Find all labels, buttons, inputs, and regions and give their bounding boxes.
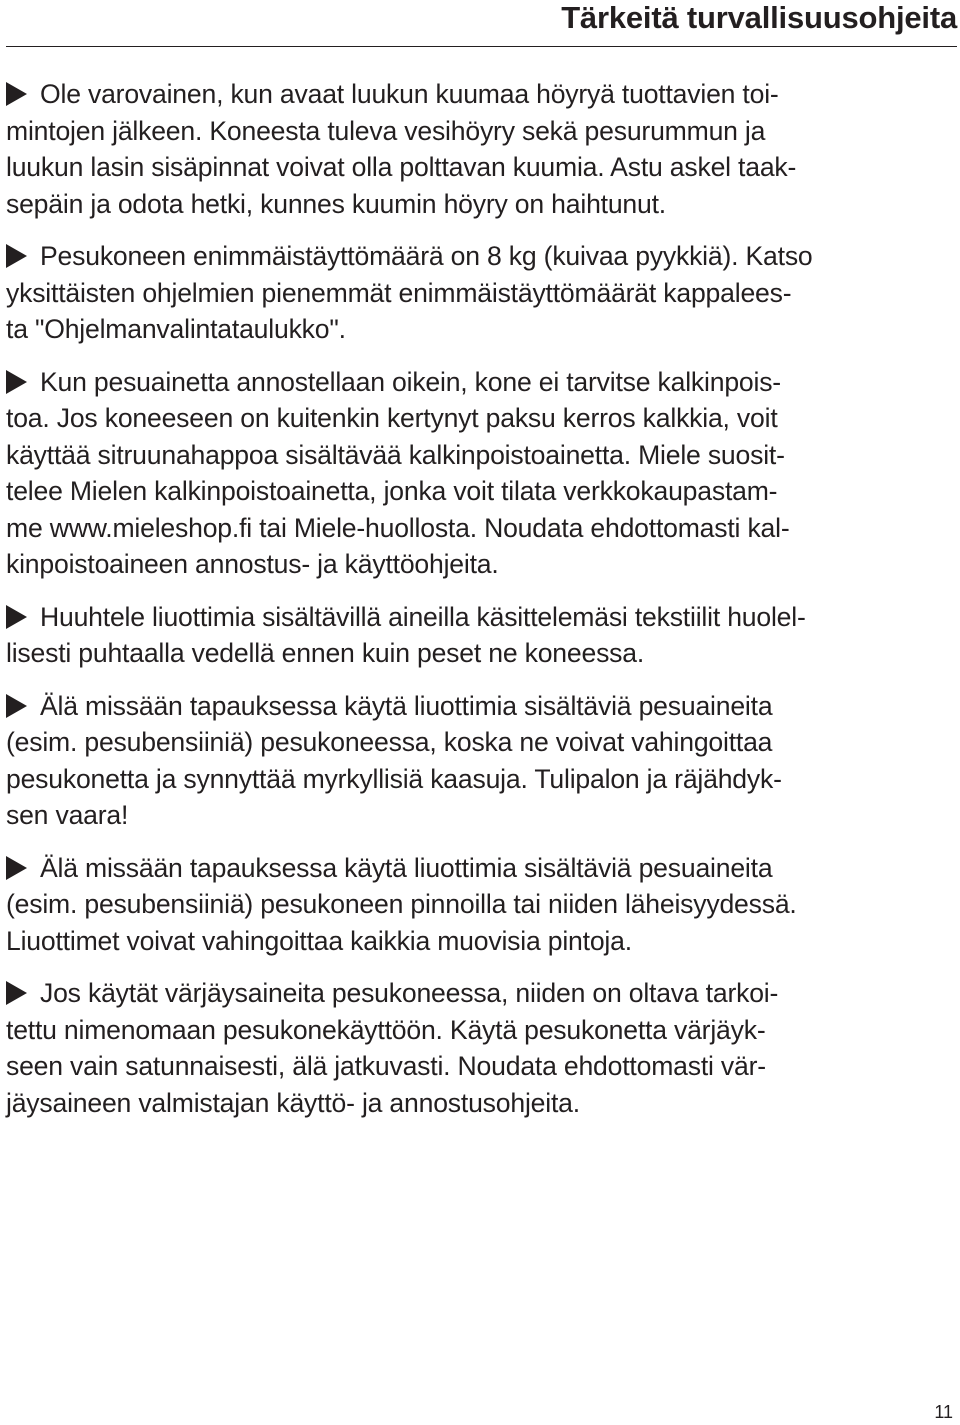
item-line: Älä missään tapauksessa käytä liuottimia sisältäviä pesuaineita: [6, 850, 942, 887]
safety-instructions-list: [6, 76, 942, 1137]
list-item: [6, 599, 942, 672]
item-line: sepäin ja odota hetki, kunnes kuumin höyry on haihtunut.: [6, 188, 666, 219]
item-line: Liuottimet voivat vahingoittaa kaikkia muovisia pintoja.: [6, 925, 632, 956]
list-item: [6, 238, 942, 348]
item-line: Huuhtele liuottimia sisältävillä aineilla käsittelemäsi tekstiilit huolel-: [6, 599, 942, 636]
item-line: Ole varovainen, kun avaat luukun kuumaa höyryä tuottavien toi-: [6, 76, 942, 113]
triangle-bullet-icon: [6, 82, 27, 106]
item-line: kinpoistoaineen annostus- ja käyttöohjeita.: [6, 549, 499, 579]
item-line: käyttää sitruunahappoa sisältävää kalkinpoistoainetta. Miele suosit-: [6, 439, 785, 470]
list-item: [6, 688, 942, 834]
item-line: Pesukoneen enimmäistäyttömäärä on 8 kg (kuivaa pyykkiä). Katso: [6, 238, 942, 275]
triangle-bullet-icon: [6, 370, 27, 394]
page-title: Tärkeitä turvallisuusohjeita: [561, 0, 957, 35]
item-line: Kun pesuainetta annostellaan oikein, kone ei tarvitse kalkinpois-: [6, 364, 942, 401]
item-line: (esim. pesubensiiniä) pesukoneen pinnoilla tai niiden läheisyydessä.: [6, 889, 797, 919]
item-line: (esim. pesubensiiniä) pesukoneessa, koska ne voivat vahingoittaa: [6, 727, 773, 757]
list-item: [6, 975, 942, 1121]
item-line: telee Mielen kalkinpoistoainetta, jonka voit tilata verkkokaupastam-: [6, 476, 778, 506]
item-line: tettu nimenomaan pesukonekäyttöön. Käytä pesukonetta värjäyk-: [6, 1014, 766, 1045]
triangle-bullet-icon: [6, 605, 27, 629]
list-item: [6, 76, 942, 222]
item-line: lisesti puhtaalla vedellä ennen kuin peset ne koneessa.: [6, 638, 645, 668]
item-line: yksittäisten ohjelmien pienemmät enimmäistäyttömäärät kappalees-: [6, 277, 792, 308]
item-line: me www.mieleshop.fi tai Miele-huollosta. Noudata ehdottomasti kal-: [6, 512, 790, 543]
item-line: Jos käytät värjäysaineita pesukoneessa, niiden on oltava tarkoi-: [6, 975, 942, 1012]
triangle-bullet-icon: [6, 981, 27, 1005]
page-number: 11: [934, 1402, 953, 1422]
item-line: pesukonetta ja synnyttää myrkyllisiä kaasuja. Tulipalon ja räjähdyk-: [6, 763, 782, 794]
list-item: [6, 850, 942, 960]
item-line: Älä missään tapauksessa käytä liuottimia sisältäviä pesuaineita: [6, 688, 942, 725]
item-line: ta "Ohjelmanvalintataulukko".: [6, 314, 346, 344]
triangle-bullet-icon: [6, 244, 27, 268]
item-line: toa. Jos koneeseen on kuitenkin kertynyt paksu kerros kalkkia, voit: [6, 403, 778, 433]
triangle-bullet-icon: [6, 694, 27, 718]
item-line: sen vaara!: [6, 800, 129, 830]
item-line: mintojen jälkeen. Koneesta tuleva vesihöyry sekä pesurummun ja: [6, 115, 766, 146]
triangle-bullet-icon: [6, 856, 27, 880]
item-line: jäysaineen valmistajan käyttö- ja annostusohjeita.: [6, 1087, 580, 1118]
page-header: [6, 0, 957, 47]
list-item: [6, 364, 942, 583]
item-line: luukun lasin sisäpinnat voivat olla polttavan kuumia. Astu askel taak-: [6, 152, 797, 182]
item-line: seen vain satunnaisesti, älä jatkuvasti. Noudata ehdottomasti vär-: [6, 1051, 766, 1081]
